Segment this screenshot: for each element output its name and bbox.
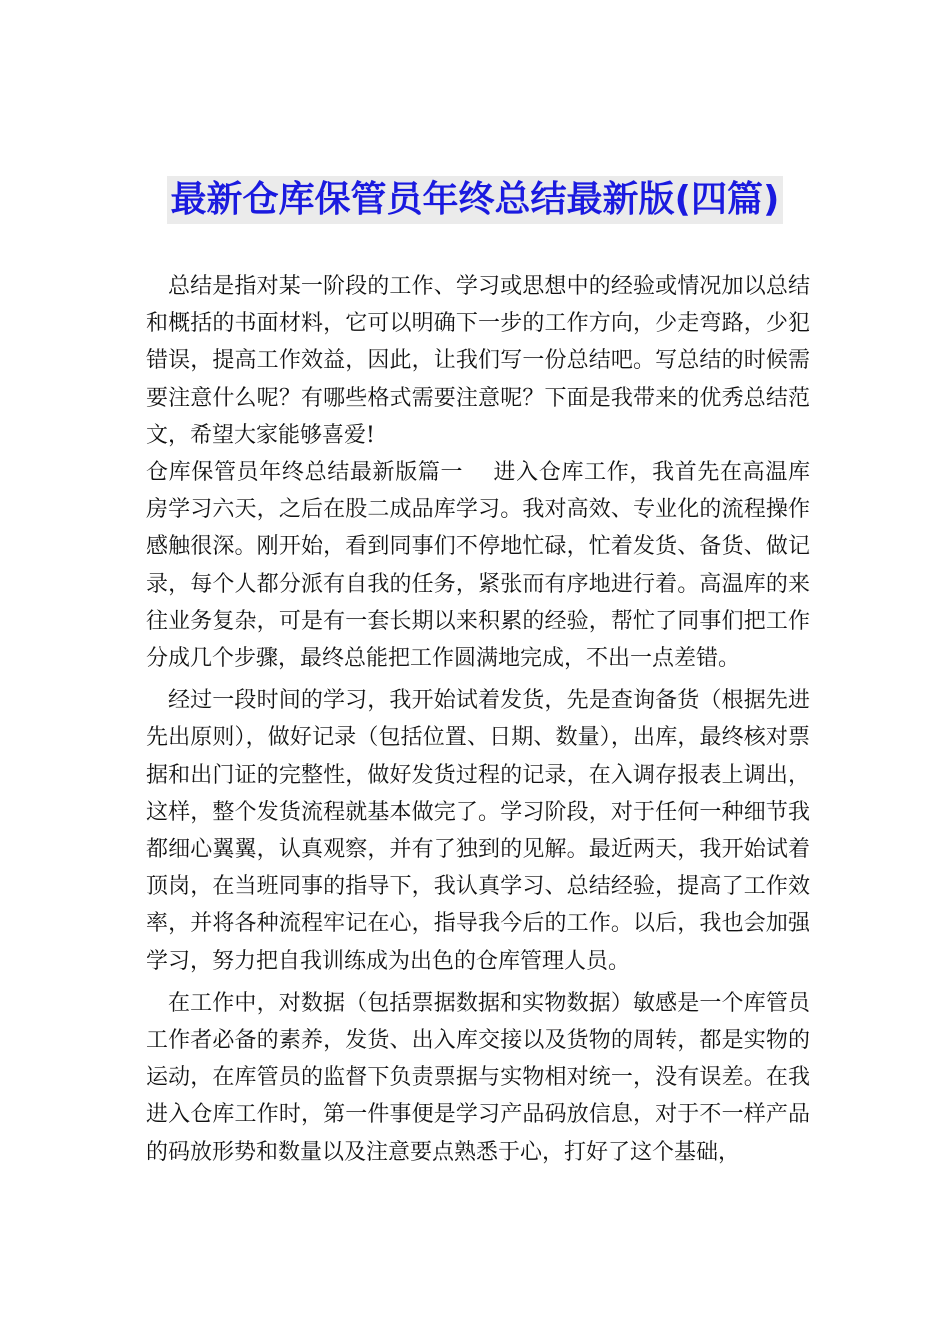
document-title: 最新仓库保管员年终总结最新版(四篇) [167, 176, 784, 224]
title-container [0, 176, 950, 224]
body-paragraph-3: 在工作中，对数据（包括票据数据和实物数据）敏感是一个库管员工作者必备的素养，发货、出入库交接以及货物的周转，都是实物的运动，在库管员的监督下负责票据与实物相对统一，没有误差。在我进入仓库工作时，第一件事便是学习产品码放信息，对于不一样产品的码放形势和数量以及注意要点熟悉于心，打好了这个基础， [146, 990, 810, 1165]
section-one-paragraph: 仓库保管员年终总结最新版篇一 进入仓库工作，我首先在高温库房学习六天，之后在股二成品库学习。我对高效、专业化的流程操作感触很深。刚开始，看到同事们不停地忙碌，忙着发货、备货、做记录，每个人都分派有自我的任务，紧张而有序地进行着。高温库的来往业务复杂，可是有一套长期以来积累的经验，帮忙了同事们把工作分成几个步骤，最终总能把工作圆满地完成，不出一点差错。 [146, 460, 810, 672]
document-body [146, 268, 810, 1171]
intro-paragraph: 总结是指对某一阶段的工作、学习或思想中的经验或情况加以总结和概括的书面材料，它可以明确下一步的工作方向，少走弯路，少犯错误，提高工作效益，因此，让我们写一份总结吧。写总结的时候需要注意什么呢？有哪些格式需要注意呢？下面是我带来的优秀总结范文，希望大家能够喜爱! [146, 274, 810, 448]
body-paragraph-2: 经过一段时间的学习，我开始试着发货，先是查询备货（根据先进先出原则），做好记录（包括位置、日期、数量），出库，最终核对票据和出门证的完整性，做好发货过程的记录，在入调存报表上调出，这样，整个发货流程就基本做完了。学习阶段，对于任何一种细节我都细心翼翼，认真观察，并有了独到的见解。最近两天，我开始试着顶岗，在当班同事的指导下，我认真学习、总结经验，提高了工作效率，并将各种流程牢记在心，指导我今后的工作。以后，我也会加强学习，努力把自我训练成为出色的仓库管理人员。 [146, 688, 810, 974]
